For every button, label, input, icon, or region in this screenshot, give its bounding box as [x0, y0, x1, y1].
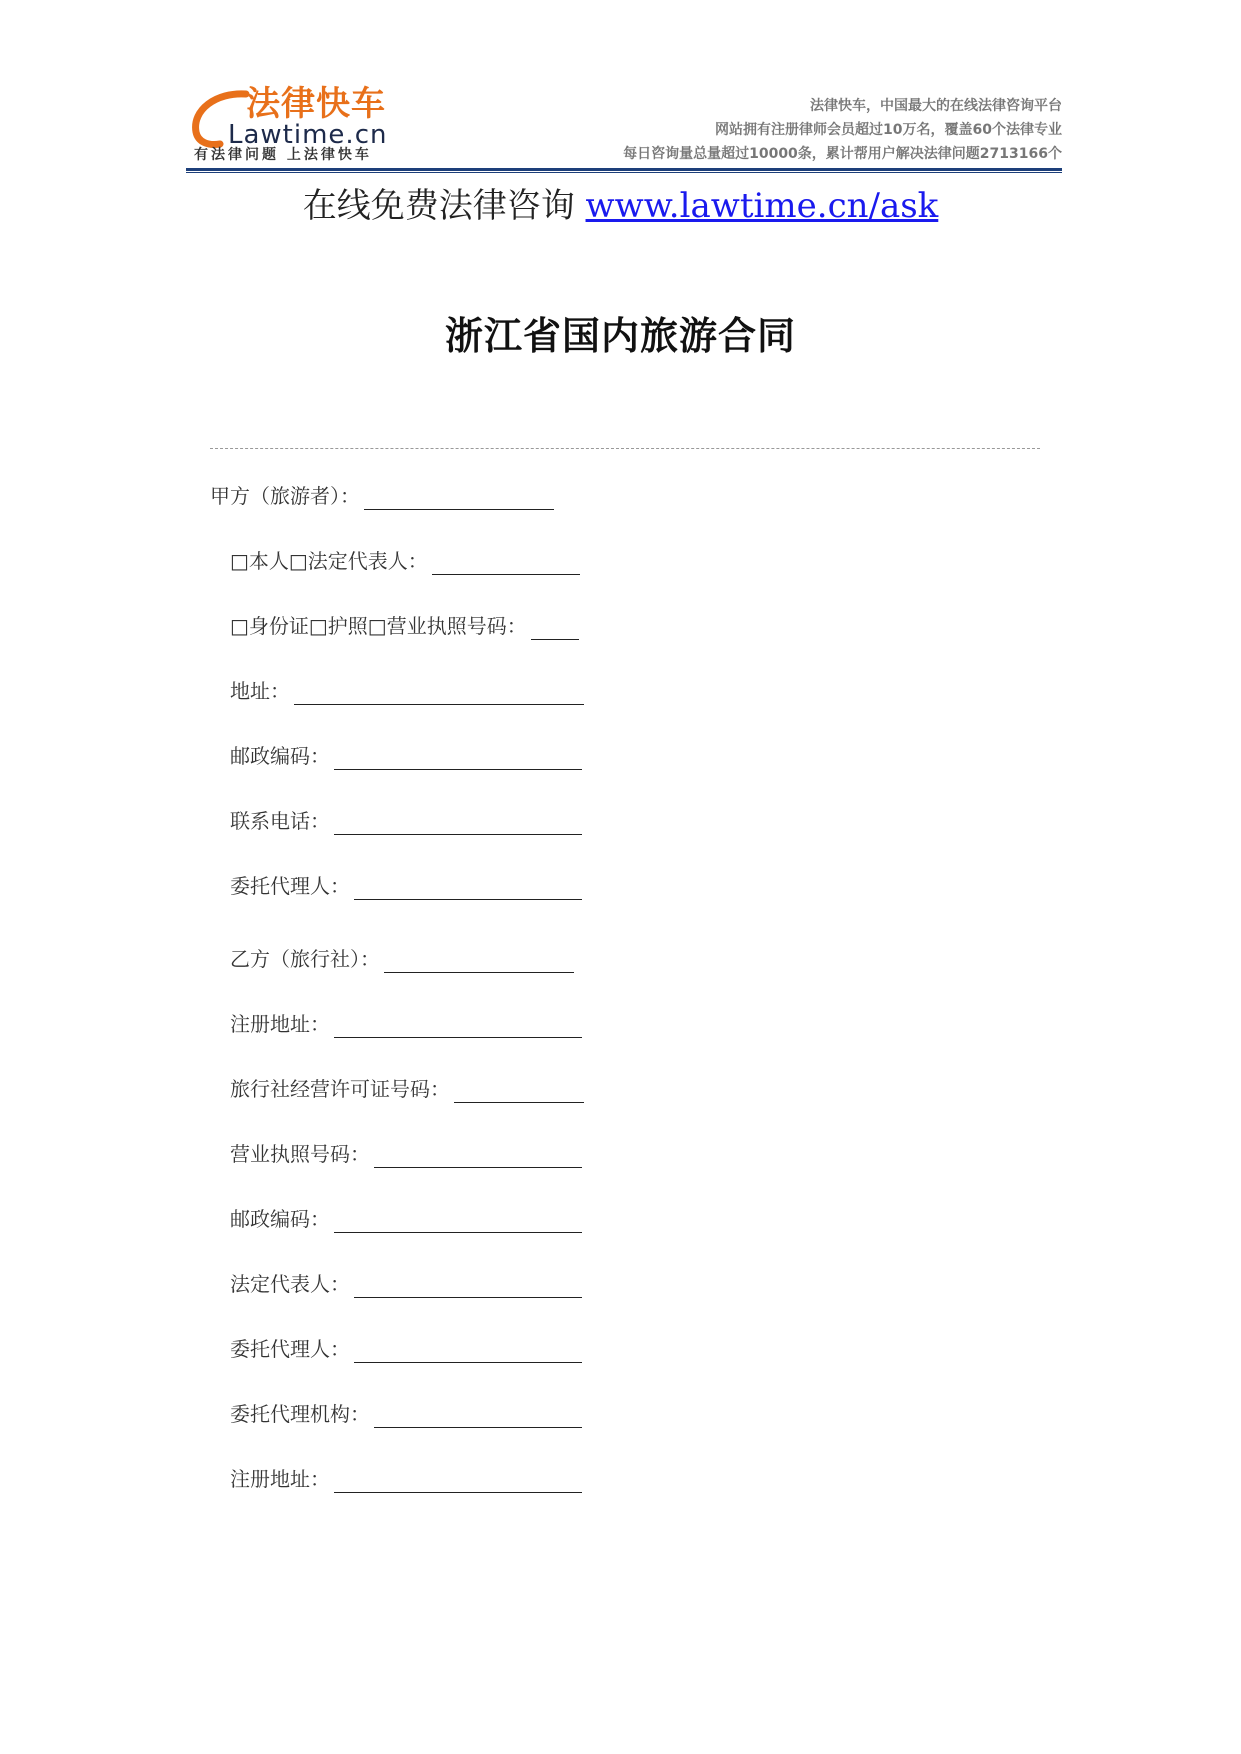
- field-label: 法定代表人：: [230, 1272, 350, 1296]
- field-label: 联系电话：: [230, 809, 330, 833]
- fill-in-blank[interactable]: [334, 1015, 582, 1038]
- field-agent-a: [230, 872, 582, 900]
- tagline-1: 法律快车，中国最大的在线法律咨询平台: [810, 98, 1062, 114]
- logo-english-text: Lawtime.cn: [228, 120, 388, 150]
- logo-slogan: 有法律问题 上法律快车: [194, 147, 372, 163]
- field-label: 委托代理人：: [230, 874, 350, 898]
- header-taglines: [623, 94, 1062, 166]
- fill-in-blank[interactable]: [364, 487, 554, 510]
- fill-in-blank[interactable]: [531, 617, 579, 640]
- field-party-a: [210, 482, 554, 510]
- fill-in-blank[interactable]: [334, 812, 582, 835]
- field-postcode-b: [230, 1205, 582, 1233]
- field-license-number: [230, 1075, 584, 1103]
- fill-in-blank[interactable]: [454, 1080, 584, 1103]
- field-party-b: [230, 945, 574, 973]
- document-title: 浙江省国内旅游合同: [444, 313, 796, 358]
- field-label: 邮政编码：: [230, 744, 330, 768]
- fill-in-blank[interactable]: [432, 552, 580, 575]
- fill-in-blank[interactable]: [374, 1405, 582, 1428]
- field-label: 营业执照号码：: [230, 1142, 370, 1166]
- dashed-separator: [210, 448, 1040, 449]
- header-divider-thin: [186, 172, 1062, 173]
- fill-in-blank[interactable]: [294, 682, 584, 705]
- field-label: 注册地址：: [230, 1012, 330, 1036]
- field-phone: [230, 807, 582, 835]
- field-label: □本人□法定代表人：: [230, 549, 428, 573]
- fill-in-blank[interactable]: [334, 1210, 582, 1233]
- field-representative: [230, 547, 580, 575]
- field-id-number: [230, 612, 579, 640]
- field-agent-b: [230, 1335, 582, 1363]
- field-label: 邮政编码：: [230, 1207, 330, 1231]
- tagline-3: 每日咨询量总量超过10000条，累计帮用户解决法律问题2713166个: [623, 146, 1062, 162]
- field-label: 委托代理机构：: [230, 1402, 370, 1426]
- field-legal-representative: [230, 1270, 582, 1298]
- header-divider: [186, 168, 1062, 171]
- fill-in-blank[interactable]: [384, 950, 574, 973]
- consult-link[interactable]: www.lawtime.cn/ask: [585, 186, 939, 226]
- field-label: 地址：: [230, 679, 290, 703]
- consult-label: 在线免费法律咨询: [302, 186, 586, 226]
- field-agency-address: [230, 1465, 582, 1493]
- field-label: 旅行社经营许可证号码：: [230, 1077, 450, 1101]
- consult-line: [0, 184, 1241, 228]
- field-postcode-a: [230, 742, 582, 770]
- lawtime-logo: [186, 84, 416, 166]
- field-registered-address: [230, 1010, 582, 1038]
- field-label: 注册地址：: [230, 1467, 330, 1491]
- fill-in-blank[interactable]: [354, 1275, 582, 1298]
- fill-in-blank[interactable]: [354, 877, 582, 900]
- fill-in-blank[interactable]: [354, 1340, 582, 1363]
- field-address: [230, 677, 584, 705]
- field-label: 甲方（旅游者）：: [210, 484, 360, 508]
- fill-in-blank[interactable]: [334, 747, 582, 770]
- fill-in-blank[interactable]: [374, 1145, 582, 1168]
- tagline-2: 网站拥有注册律师会员超过10万名，覆盖60个法律专业: [715, 122, 1062, 138]
- fill-in-blank[interactable]: [334, 1470, 582, 1493]
- field-label: □身份证□护照□营业执照号码：: [230, 614, 527, 638]
- logo-chinese-text: 法律快车: [246, 84, 386, 124]
- field-agency: [230, 1400, 582, 1428]
- field-label: 委托代理人：: [230, 1337, 350, 1361]
- field-business-license: [230, 1140, 582, 1168]
- page-header: [186, 84, 1062, 174]
- field-label: 乙方（旅行社）：: [230, 947, 380, 971]
